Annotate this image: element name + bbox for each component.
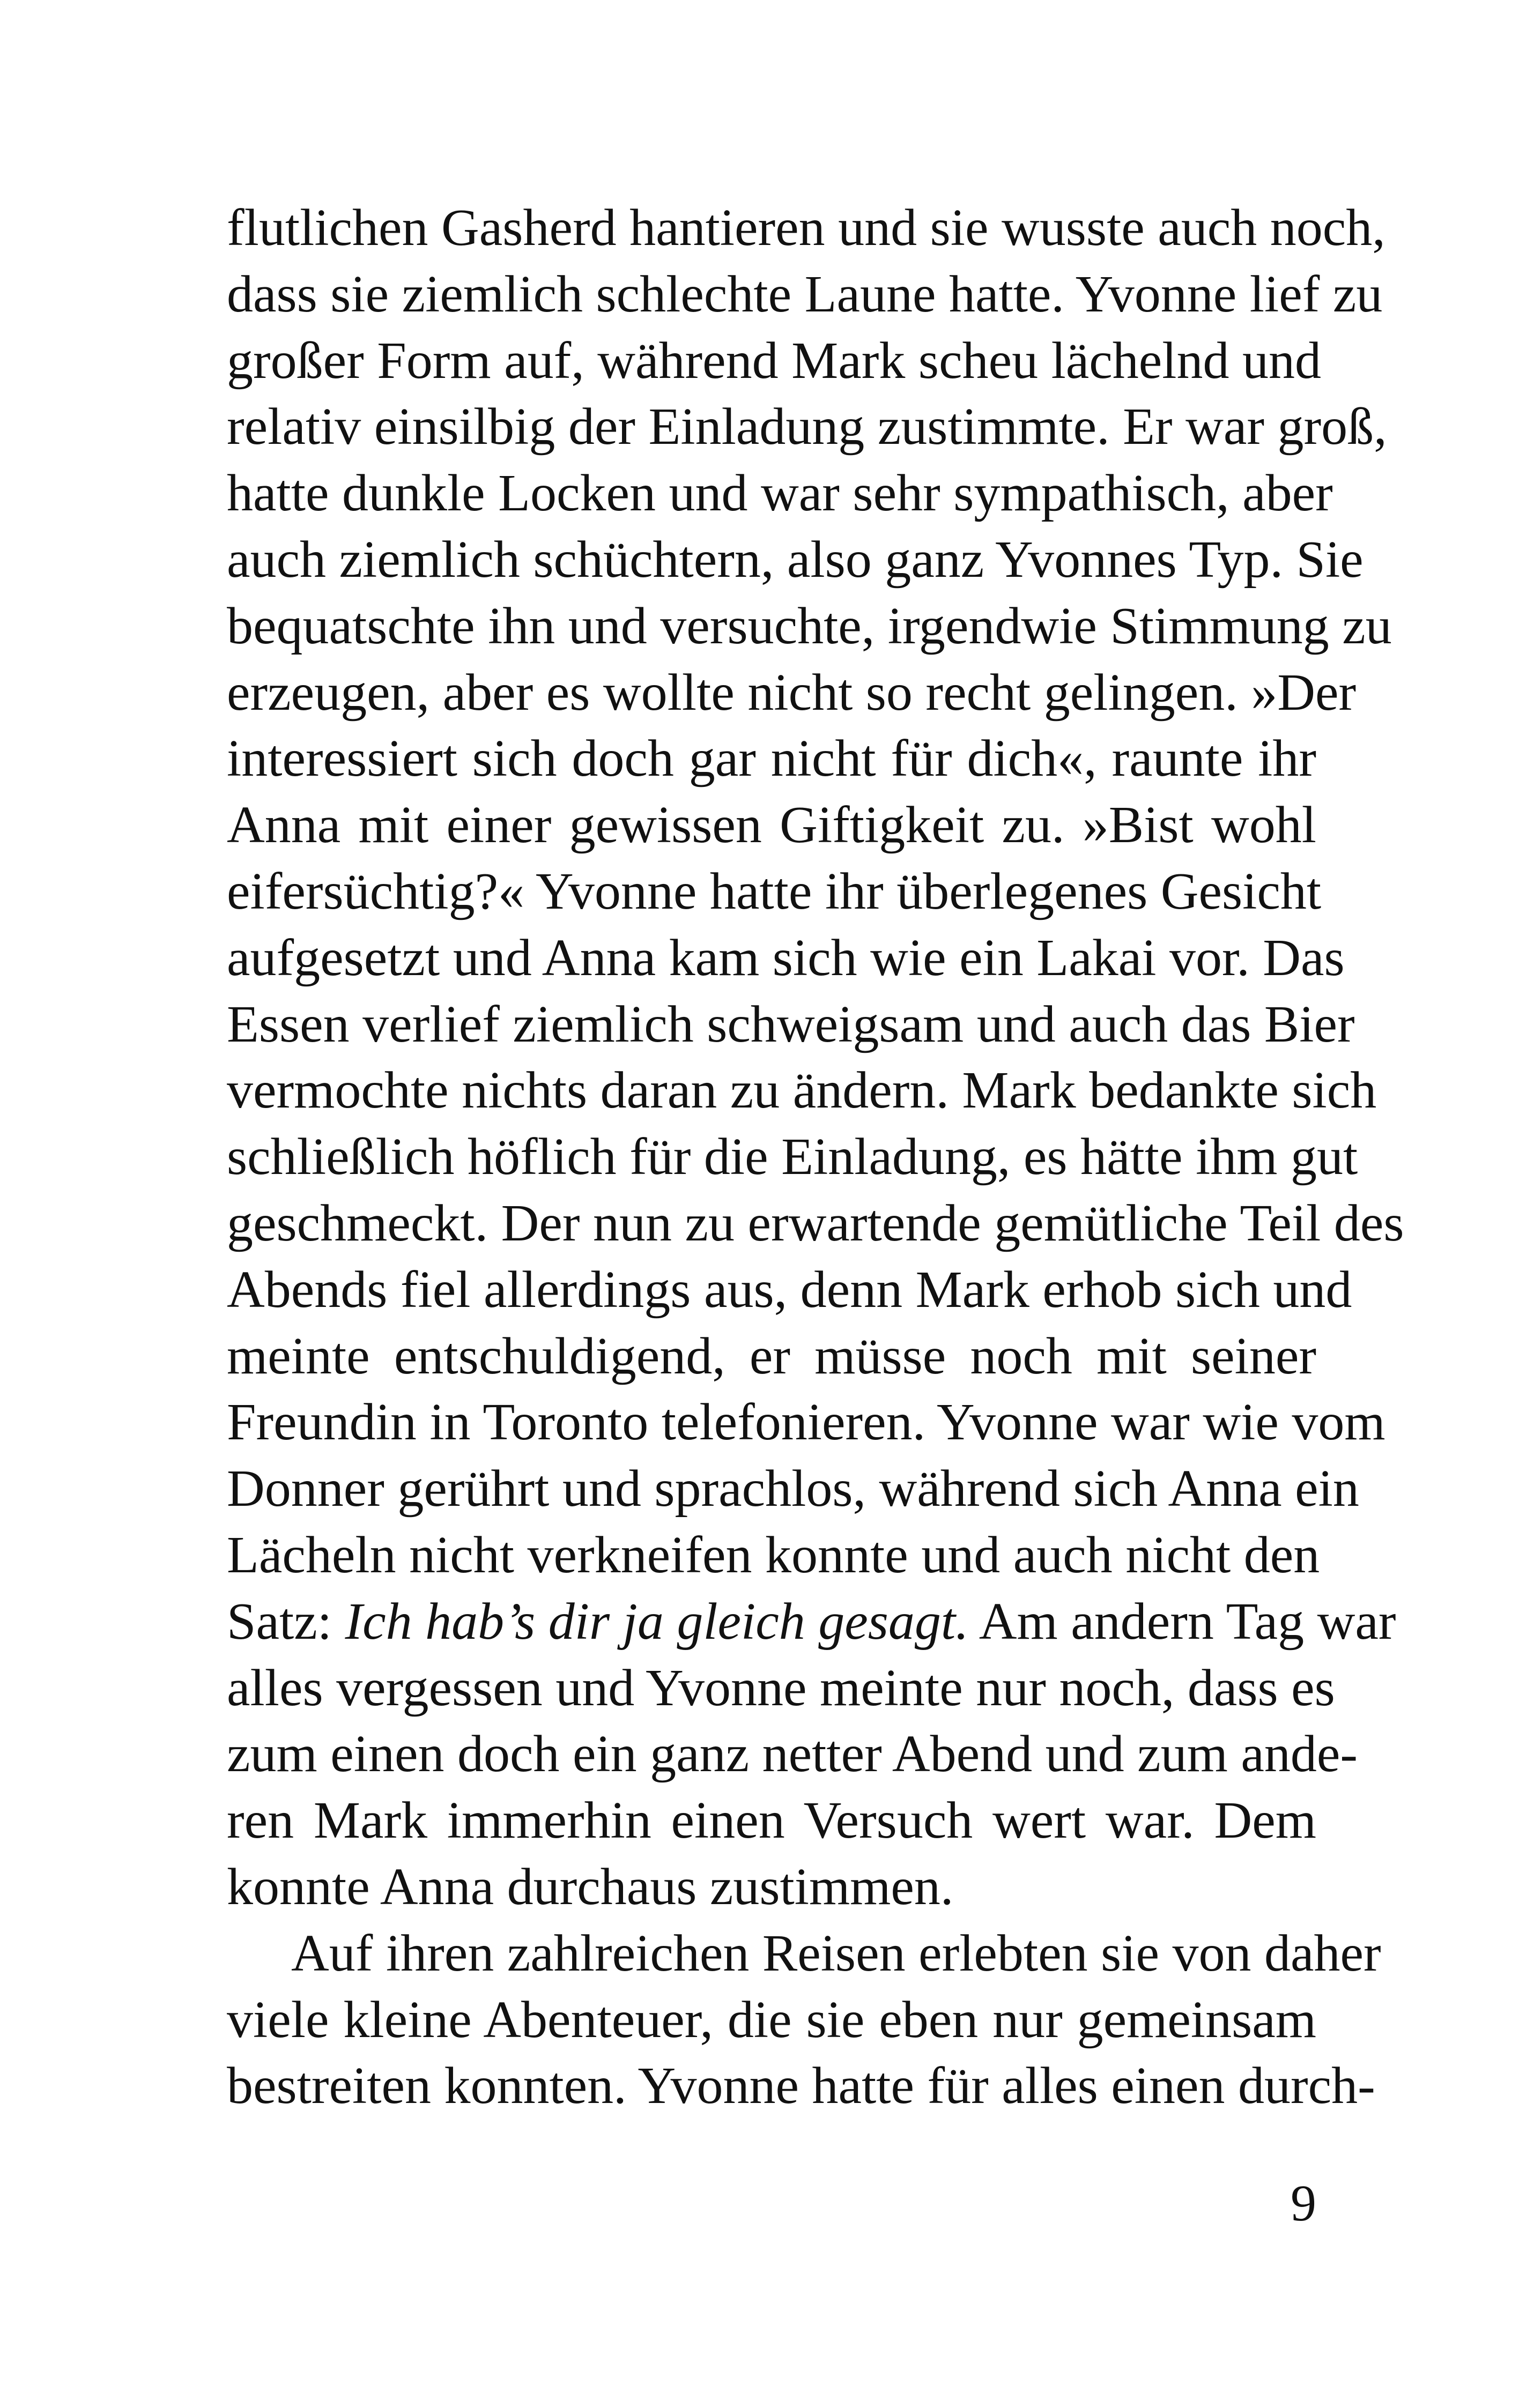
text-line: ren Mark immerhin einen Versuch wert war. Dem (227, 1792, 1316, 1850)
text-line: Freundin in Toronto telefonieren. Yvonne war wie vom (227, 1393, 1385, 1452)
text-line: vermochte nichts daran zu ändern. Mark bedankte sich (227, 1061, 1377, 1120)
text-line: auch ziemlich schüchtern, also ganz Yvonnes Typ. Sie (227, 530, 1364, 589)
page-number: 9 (1291, 2174, 1316, 2232)
text-line: interessiert sich doch gar nicht für dich«, raunte ihr (227, 730, 1316, 788)
text-line: eifersüchtig?« Yvonne hatte ihr überlegenes Gesicht (227, 862, 1322, 920)
text-line: zum einen doch ein ganz netter Abend und zum ande- (227, 1725, 1358, 1783)
text-line: konnte Anna durchaus zustimmen. (227, 1857, 954, 1916)
text-line: hatte dunkle Locken und war sehr sympathisch, aber (227, 464, 1333, 523)
text-line: relativ einsilbig der Einladung zustimmte. Er war groß, (227, 398, 1387, 456)
text-line: Auf ihren zahlreichen Reisen erlebten sie von daher (291, 1924, 1381, 1982)
text-line: Abends fiel allerdings aus, denn Mark erhob sich und (227, 1260, 1352, 1319)
text-line: Donner gerührt und sprachlos, während sich Anna ein (227, 1460, 1359, 1518)
text-segment: Satz: (227, 1592, 345, 1651)
text-segment: Am andern Tag war (968, 1592, 1396, 1651)
text-line: meinte entschuldigend, er müsse noch mit seiner (227, 1327, 1316, 1385)
paragraph-2 (227, 1921, 1381, 2120)
body-text (227, 195, 1404, 2120)
text-line: bequatschte ihn und versuchte, irgendwie Stimmung zu (227, 597, 1392, 655)
text-line: viele kleine Abenteuer, die sie eben nur gemeinsam (227, 1990, 1316, 2049)
text-line: Anna mit einer gewissen Giftigkeit zu. »Bist wohl (227, 796, 1316, 854)
text-line: alles vergessen und Yvonne meinte nur noch, dass es (227, 1659, 1335, 1717)
italic-quote: Ich hab’s dir ja gleich gesagt. (345, 1592, 969, 1651)
text-line: Essen verlief ziemlich schweigsam und auch das Bier (227, 995, 1355, 1053)
text-line: Lächeln nicht verkneifen konnte und auch nicht den (227, 1526, 1320, 1584)
text-line: flutlichen Gasherd hantieren und sie wusste auch noch, (227, 199, 1385, 257)
text-line: geschmeckt. Der nun zu erwartende gemütliche Teil des (227, 1194, 1404, 1252)
text-line: bestreiten konnten. Yvonne hatte für alles einen durch- (227, 2057, 1375, 2115)
text-line: dass sie ziemlich schlechte Laune hatte. Yvonne lief zu (227, 265, 1383, 323)
paragraph-1 (227, 195, 1404, 1921)
text-line: großer Form auf, während Mark scheu lächelnd und (227, 331, 1322, 390)
text-line: aufgesetzt und Anna kam sich wie ein Lakai vor. Das (227, 928, 1345, 987)
text-line: schließlich höflich für die Einladung, es hätte ihm gut (227, 1128, 1358, 1186)
text-line: erzeugen, aber es wollte nicht so recht gelingen. »Der (227, 663, 1357, 722)
text-line-with-italic (227, 1589, 1396, 1655)
